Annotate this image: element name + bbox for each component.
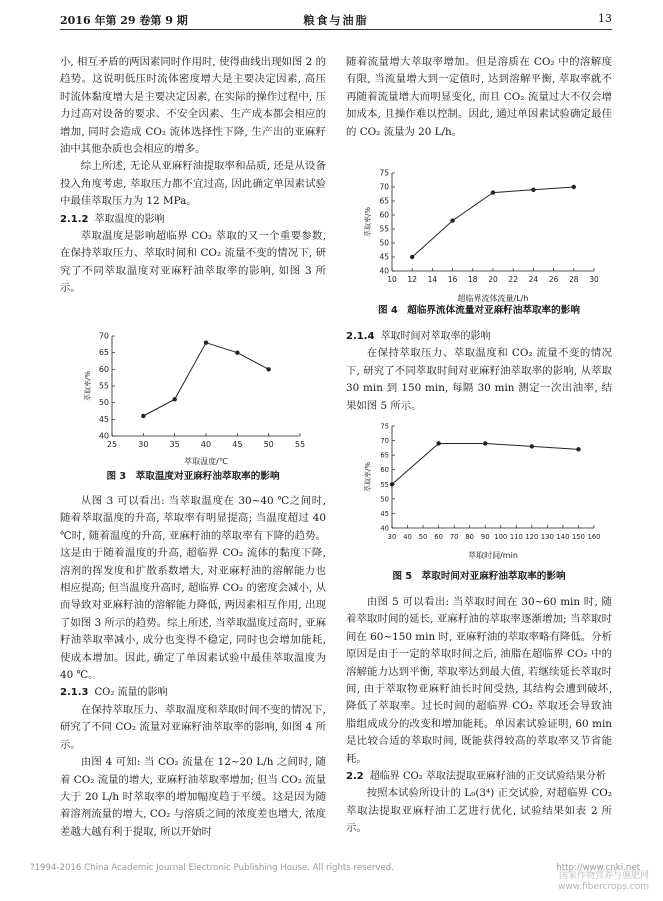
y-tick-label: 40 — [380, 524, 389, 533]
x-tick-label: 25 — [106, 440, 118, 449]
figure-3-chart — [70, 328, 310, 470]
page-number: 13 — [598, 12, 612, 25]
data-point — [141, 414, 145, 418]
x-tick-label: 14 — [427, 275, 438, 284]
section-title: 超临界 CO₂ 萃取法提取亚麻籽油的正交试验结果分析 — [369, 771, 606, 783]
data-point — [576, 447, 580, 451]
data-point — [483, 441, 487, 445]
y-tick-label: 65 — [380, 451, 389, 460]
x-tick-label: 35 — [169, 440, 180, 449]
data-point — [390, 482, 394, 486]
paragraph: 由图 4 可知: 当 CO₂ 流量在 12~20 L/h 之间时, 随着 CO₂ 流量的增大, 亚麻籽油萃取率增加; 但当 CO₂ 流量大于 20 L/h 时萃取率的增加幅度趋于平缓。这是因为随着溶剂流量的增大, CO₂ 与溶质之间的浓度差也增大, 浓度差越大越有利于提取, 所以开始时 — [60, 756, 326, 838]
data-point — [204, 340, 208, 344]
series-line — [143, 343, 268, 416]
figure-4-chart — [356, 165, 602, 307]
y-tick-label: 70 — [380, 437, 389, 446]
y-tick-label: 55 — [380, 480, 389, 489]
x-tick-label: 150 — [571, 533, 585, 541]
section-number: 2.1.4 — [346, 331, 375, 342]
section-heading — [60, 684, 326, 701]
paragraph: 随着流量增大萃取率增加。但是溶质在 CO₂ 中的溶解度有限, 当流量增大到一定值时, 达到溶解平衡, 萃取率就不再随着流量增大而明显变化, 而且 CO₂ 流量过大不仅会增加成本, 且操作难以控制。因此, 通过单因素试验确定最佳的 CO₂ 流量为 20 L/h。 — [346, 56, 612, 138]
x-axis-label: 萃取时间/min — [468, 551, 518, 560]
y-tick-label: 50 — [379, 238, 389, 248]
paragraph: 由图 5 可以看出: 当萃取时间在 30~60 min 时, 随着萃取时间的延长, 亚麻籽油的萃取率逐渐增加; 当萃取时间在 60~150 min 时, 亚麻籽油的萃取率略有降低。分析原因是由于一定的萃取时间之后, 油脂在超临界 CO₂ 中的溶解能力达到平衡, 萃取率达到最大值, 若继续延长萃取时间, 由于萃取物亚麻籽油长时间受热, 其结构会遭到破坏, 降低了萃取率。过长时间的超临界 CO₂ 萃取还会导致油脂组成成分的改变和增加能耗。单因素试验证明, 60 min 是比较合适的萃取时间, 既能获得较高的萃取率又节省能耗。 — [346, 596, 612, 765]
y-tick-label: 65 — [98, 348, 109, 358]
x-tick-label: 160 — [587, 533, 601, 541]
x-tick-label: 50 — [418, 533, 428, 541]
x-tick-label: 30 — [589, 275, 599, 284]
section-number: 2.2 — [346, 771, 364, 783]
series-line — [412, 187, 574, 257]
x-tick-label: 50 — [263, 440, 274, 449]
x-tick-label: 90 — [480, 533, 490, 541]
data-point — [172, 397, 176, 401]
copyright-footer — [30, 863, 640, 873]
section-heading — [60, 211, 326, 228]
x-tick-label: 40 — [200, 440, 212, 449]
y-tick-label: 55 — [379, 224, 389, 234]
right-column-lower — [346, 594, 612, 838]
x-tick-label: 140 — [556, 533, 570, 541]
x-tick-label: 40 — [403, 533, 412, 541]
x-tick-label: 45 — [232, 440, 243, 449]
section-number: 2.1.2 — [60, 213, 89, 225]
y-tick-label: 45 — [98, 414, 109, 424]
data-point — [235, 350, 239, 354]
x-tick-label: 30 — [138, 440, 149, 449]
x-tick-label: 12 — [407, 275, 417, 284]
paragraph: 萃取温度是影响超临界 CO₂ 萃取的又一个重要参数, 在保持萃取压力、萃取时间和 CO₂ 流量不变的情况下, 研究了不同萃取温度对亚麻籽油萃取率的影响, 如图 3 所示。 — [60, 230, 326, 295]
data-point — [531, 188, 535, 192]
data-point — [410, 255, 414, 259]
x-tick-label: 60 — [434, 533, 443, 541]
y-tick-label: 55 — [98, 381, 109, 391]
data-point — [266, 367, 270, 371]
left-column-lower — [60, 493, 326, 841]
x-tick-label: 10 — [387, 275, 397, 284]
y-axis-label: 萃取率/% — [84, 370, 92, 402]
x-axis-label: 萃取温度/℃ — [184, 457, 228, 466]
section-number: 2.1.3 — [60, 687, 89, 699]
x-tick-label: 20 — [488, 275, 498, 284]
paragraph: 综上所述, 无论从亚麻籽油提取率和品质, 还是从设备投入角度考虑, 萃取压力都不宜过高, 因此确定单因素试验中最佳萃取压力为 12 MPa。 — [60, 160, 326, 208]
x-axis-label: 超临界流体流量/L/h — [457, 294, 529, 303]
x-tick-label: 26 — [548, 275, 559, 284]
x-tick-label: 70 — [449, 533, 459, 541]
x-tick-label: 55 — [294, 440, 306, 449]
figure-3-caption: 图 3 萃取温度对亚麻籽油萃取率的影响 — [106, 471, 280, 482]
section-title: 萃取时间对萃取率的影响 — [380, 331, 491, 342]
watermark-line: 国家作物营养与施肥网 — [558, 871, 649, 881]
paragraph: 小, 相互矛盾的两因素同时作用时, 使得曲线出现如图 2 的趋势。这说明低压时流体密度增大是主要决定因素, 高压时流体黏度增大是主要决定因素, 在实际的操作过程中, 压力过高对设备的要求、不安全因素、生产成本都会相应的增加, 同时会造成 CO₂ 流体选择性下降, 生产出的亚麻籽油中其他杂质也会相应的增多。 — [60, 56, 326, 156]
copyright-text: ?1994-2016 China Academic Journal Electronic Publishing House. All rights reserved. — [30, 863, 394, 873]
y-axis-label: 萃取率/% — [364, 461, 372, 493]
x-tick-label: 100 — [494, 533, 508, 541]
x-tick-label: 24 — [528, 275, 539, 284]
data-point — [491, 190, 495, 194]
x-tick-label: 18 — [468, 275, 478, 284]
paragraph: 在保持萃取压力、萃取温度和 CO₂ 流量不变的情况下, 研究了不同萃取时间对亚麻籽油萃取率的影响, 从萃取 30 min 到 150 min, 每隔 30 min 测定一次出油率, 结果如图 5 所示。 — [346, 347, 612, 412]
cnki-link[interactable]: http://www.cnki.net — [556, 863, 640, 873]
y-tick-label: 45 — [379, 252, 389, 262]
figure-5-caption: 图 5 萃取时间对亚麻籽油萃取率的影响 — [392, 571, 566, 582]
paragraph: 按照本试验所设计的 L₉(3⁴) 正交试验, 对超临界 CO₂ 萃取法提取亚麻籽油工艺进行优化, 试验结果如表 2 所示。 — [346, 787, 612, 835]
series-line — [392, 443, 578, 484]
section-heading — [346, 768, 612, 785]
x-tick-label: 30 — [387, 533, 397, 541]
section-heading — [346, 328, 612, 345]
paragraph: 在保持萃取压力、萃取温度和萃取时间不变的情况下, 研究了不同 CO₂ 流量对亚麻籽油萃取率的影响, 如图 4 所示。 — [60, 703, 326, 751]
issue-info: 2016 年第 29 卷第 9 期 — [60, 14, 188, 27]
y-tick-label: 50 — [380, 495, 389, 504]
y-tick-label: 60 — [98, 364, 109, 374]
data-point — [530, 444, 534, 448]
y-tick-label: 45 — [380, 509, 389, 518]
y-tick-label: 75 — [379, 168, 389, 178]
running-header — [60, 8, 612, 28]
section-title: CO₂ 流量的影响 — [94, 687, 168, 699]
data-point — [450, 218, 454, 222]
left-column — [60, 54, 326, 298]
y-tick-label: 60 — [379, 210, 389, 220]
x-tick-label: 80 — [465, 533, 475, 541]
x-tick-label: 120 — [525, 533, 539, 541]
right-column-mid — [346, 328, 612, 415]
y-tick-label: 40 — [98, 431, 109, 441]
header-rule — [60, 29, 612, 30]
watermark — [558, 871, 649, 893]
y-axis-label: 萃取率/% — [364, 206, 372, 238]
y-tick-label: 70 — [98, 331, 109, 341]
paragraph: 从图 3 可以看出: 当萃取温度在 30~40 ℃之间时, 随着萃取温度的升高, 萃取率有明显提高; 当温度超过 40 ℃时, 随着温度的升高, 亚麻籽油的萃取率有下降的趋势。这是由于随着温度的升高, 超临界 CO₂ 流体的黏度下降, 溶剂的挥发度和扩散系数增大, 对亚麻籽油的溶解能力也相应提高; 但当温度升高时, 超临界 CO₂ 的密度会减小, 从而导致对亚麻籽油的溶解能力降低, 两因素相互作用, 出现了如图 3 所示的趋势。综上所述, 当萃取温度过高时, 亚麻籽油萃取率减小, 成分也变得不稳定, 同时也会增加能耗, 使成本增加。因此, 确定了单因素试验中最佳萃取温度为 40 ℃。 — [60, 495, 326, 682]
x-tick-label: 110 — [509, 533, 523, 541]
journal-title: 粮食与油脂 — [303, 14, 369, 27]
data-point — [436, 441, 440, 445]
section-title: 萃取温度的影响 — [94, 213, 165, 225]
watermark-line: www.fibercrops.com — [558, 882, 649, 892]
y-tick-label: 50 — [98, 398, 109, 408]
figure-4-caption: 图 4 超临界流体流量对亚麻籽油萃取率的影响 — [378, 305, 580, 316]
y-tick-label: 65 — [379, 196, 389, 206]
data-point — [572, 185, 576, 189]
y-tick-label: 60 — [380, 466, 389, 475]
figure-5-chart — [356, 418, 602, 564]
y-tick-label: 75 — [380, 422, 389, 431]
x-tick-label: 28 — [569, 275, 579, 284]
right-column — [346, 54, 612, 141]
y-tick-label: 40 — [379, 266, 389, 276]
y-tick-label: 70 — [379, 182, 389, 192]
x-tick-label: 130 — [540, 533, 554, 541]
x-tick-label: 16 — [447, 275, 458, 284]
x-tick-label: 22 — [508, 275, 518, 284]
